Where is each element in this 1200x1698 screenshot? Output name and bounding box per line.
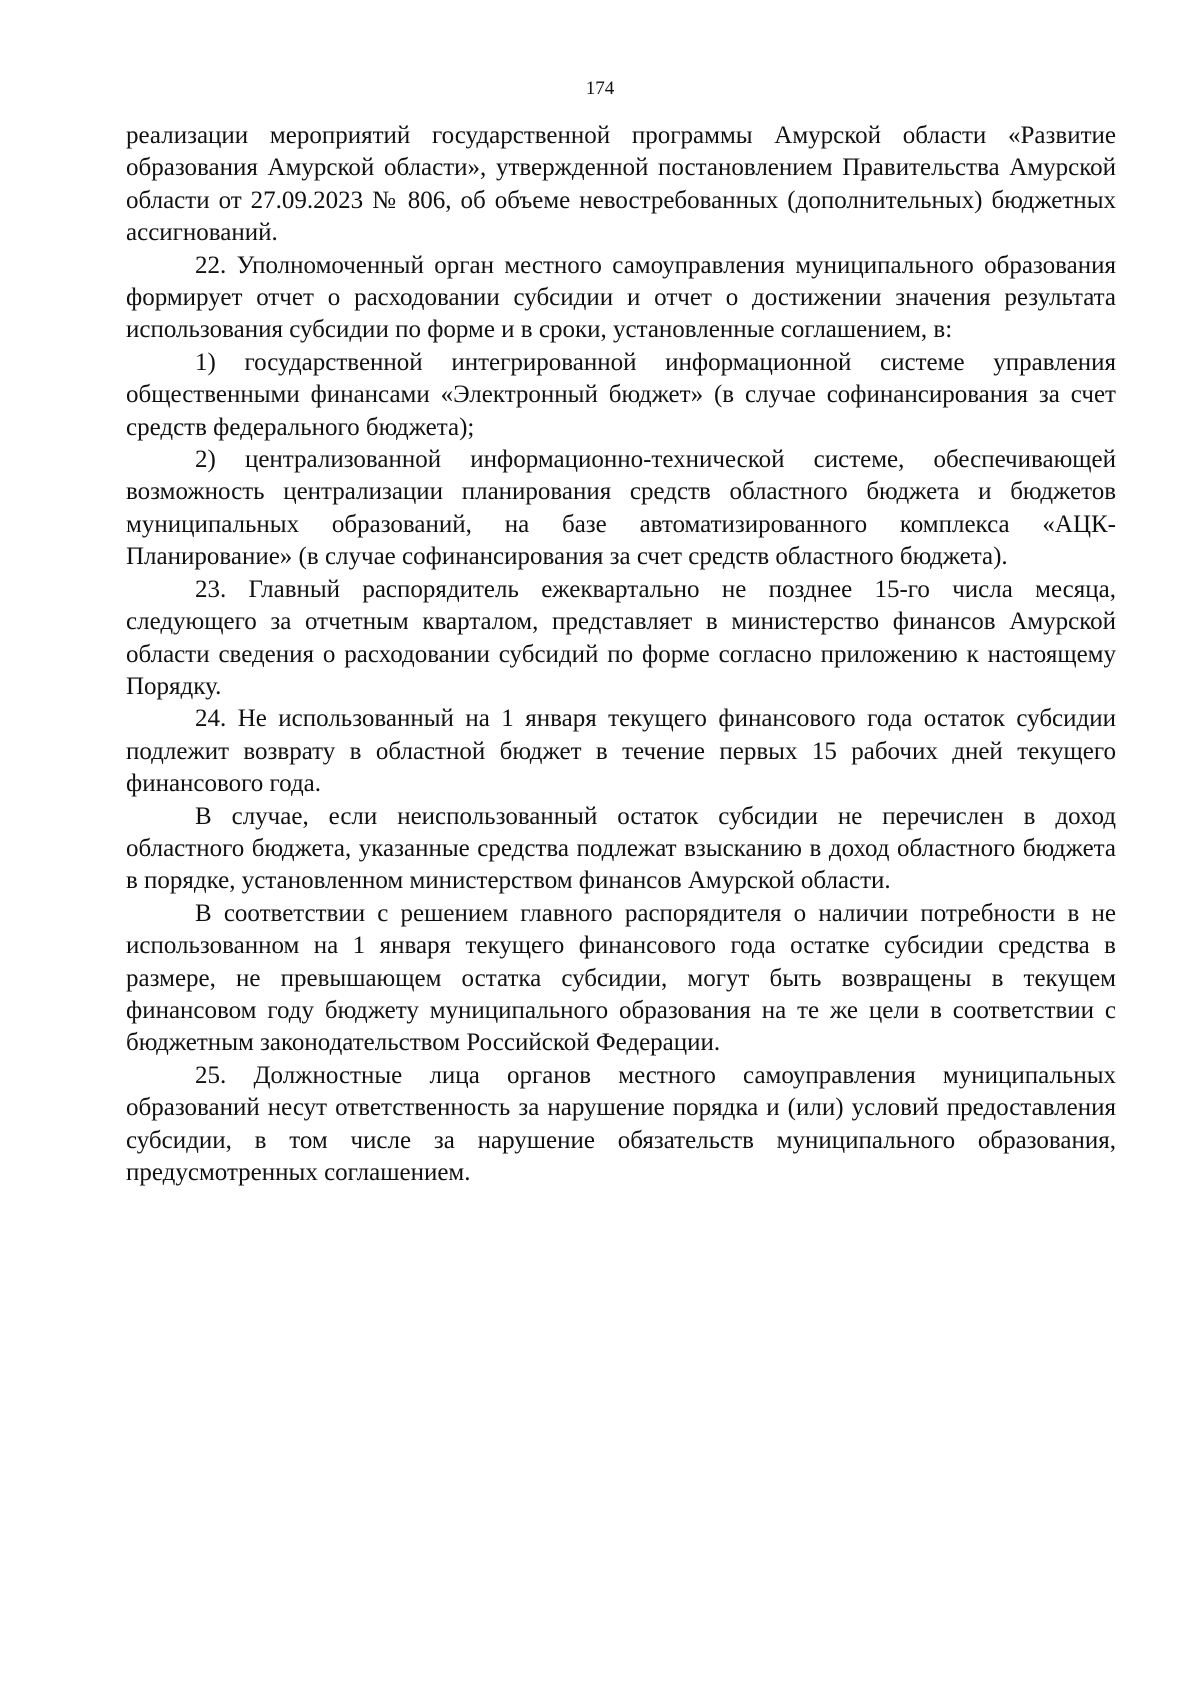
paragraph-22-item-1: 1) государственной интегрированной информационной системе управления общественными финансами «Электронный бюджет» (в случае софинансирования за счет средств федерального бюджета); — [126, 348, 1116, 441]
document-body — [126, 120, 1116, 1189]
paragraph-22: 22. Уполномоченный орган местного самоуправления муниципального образования формирует отчет о расходовании субсидии и отчет о достижении значения результата использования субсидии по форме и в сроки, установленные соглашением, в: — [126, 251, 1116, 344]
paragraph-23: 23. Главный распорядитель ежеквартально не позднее 15-го числа месяца, следующего за отчетным кварталом, представляет в министерство финансов Амурской области сведения о расходовании субсидий по форме согласно приложению к настоящему Порядку. — [126, 575, 1116, 700]
paragraph-24-case: В случае, если неиспользованный остаток субсидии не перечислен в доход областного бюджета, указанные средства подлежат взысканию в доход областного бюджета в порядке, установленном министерством финансов Амурской области. — [126, 802, 1116, 895]
paragraph-24-return: В соответствии с решением главного распорядителя о наличии потребности в не использованном на 1 января текущего финансового года остатке субсидии средства в размере, не превышающем остатка субсидии, могут быть возвращены в текущем финансовом году бюджету муниципального образования на те же цели в соответствии с бюджетным законодательством Российской Федерации. — [126, 899, 1116, 1057]
page-number: 174 — [585, 78, 615, 99]
paragraph-24: 24. Не использованный на 1 января текущего финансового года остаток субсидии подлежит возврату в областной бюджет в течение первых 15 рабочих дней текущего финансового года. — [126, 705, 1116, 798]
paragraph-continuation: реализации мероприятий государственной программы Амурской области «Развитие образования Амурской области», утвержденной постановлением Правительства Амурской области от 27.09.2023 № 806, об объеме невостребованных (дополнительных) бюджетных ассигнований. — [126, 122, 1116, 247]
paragraph-25: 25. Должностные лица органов местного самоуправления муниципальных образований несут ответственность за нарушение порядка и (или) условий предоставления субсидии, в том числе за нарушение обязательств муниципального образования, предусмотренных соглашением. — [126, 1061, 1116, 1186]
paragraph-22-item-2: 2) централизованной информационно-технической системе, обеспечивающей возможность централизации планирования средств областного бюджета и бюджетов муниципальных образований, на базе автоматизированного комплекса «АЦК-Планирование» (в случае софинансирования за счет средств областного бюджета). — [126, 446, 1116, 571]
